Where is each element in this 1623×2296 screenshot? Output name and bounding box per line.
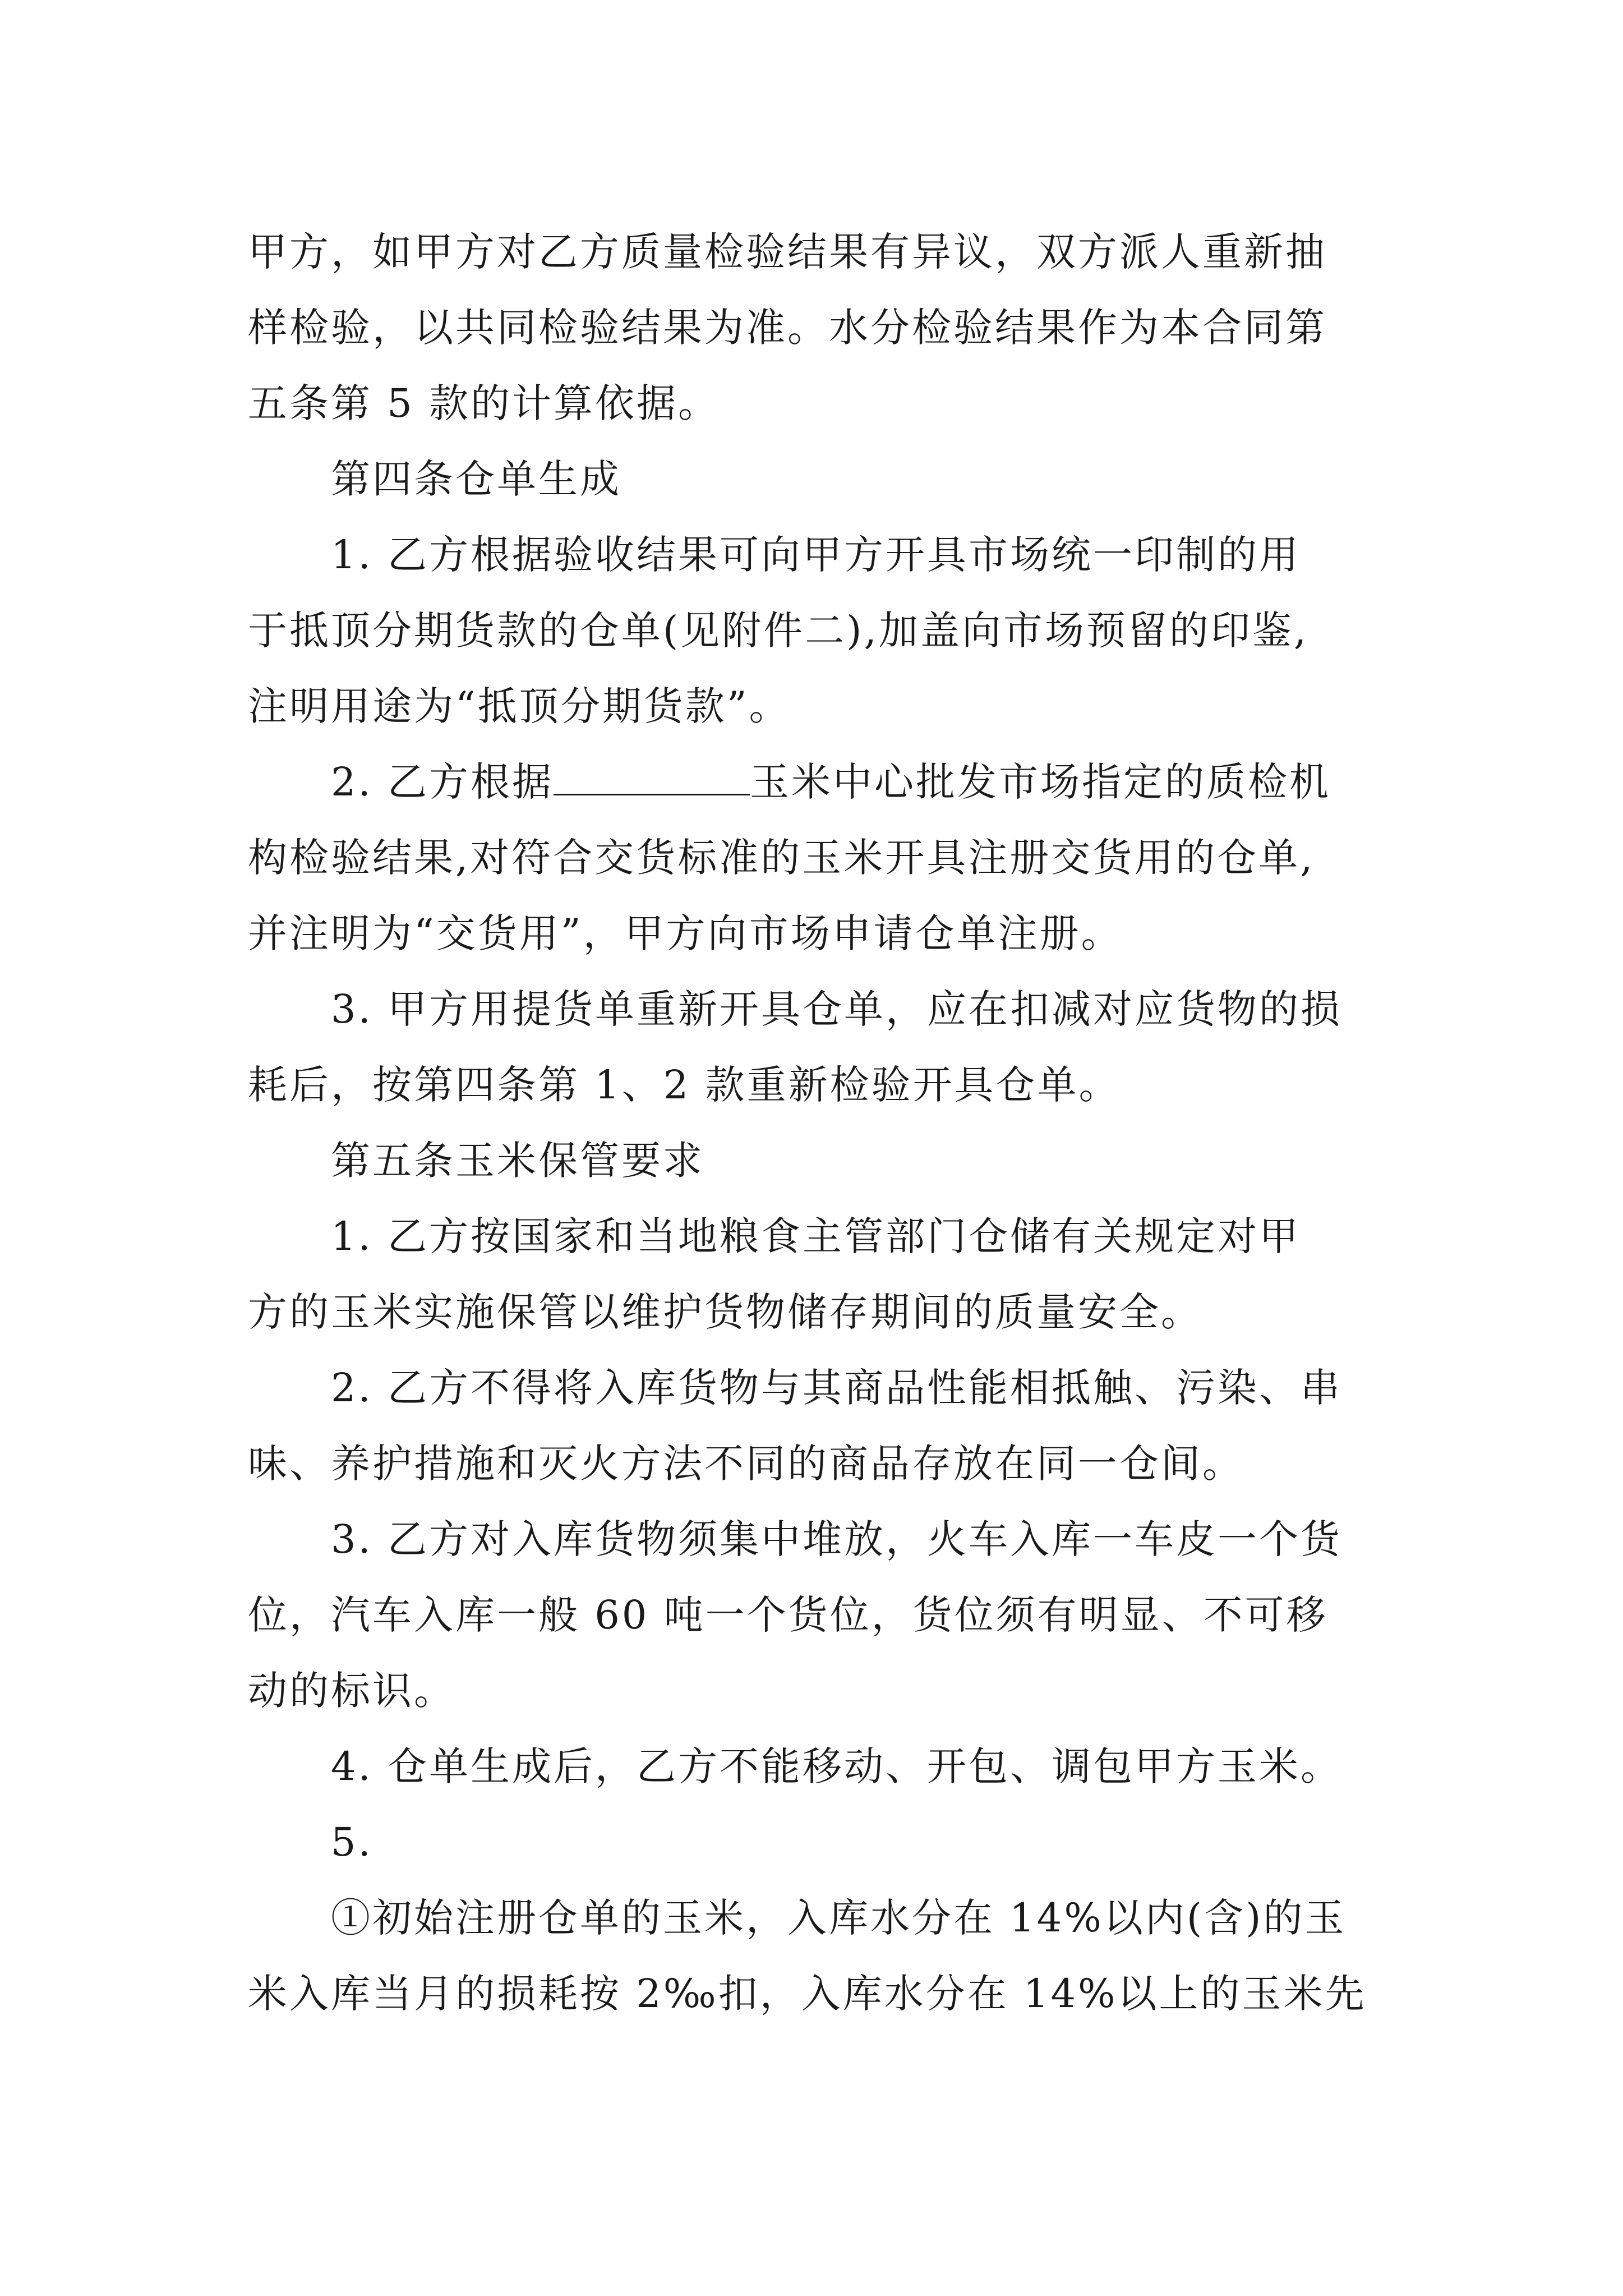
text-line: 耗后，按第四条第 1、2 款重新检验开具仓单。 — [248, 1062, 1121, 1108]
document-body — [248, 214, 1383, 2032]
text-line: 5. — [331, 1819, 373, 1865]
text-line: 五条第 5 款的计算依据。 — [248, 380, 720, 426]
text-line: 2. 乙方不得将入库货物与其商品性能相抵触、污染、串 — [331, 1365, 1343, 1411]
text-line — [248, 744, 1383, 820]
text-line: ①初始注册仓单的玉米，入库水分在 14%以内(含)的玉 — [331, 1895, 1347, 1941]
text-line: 注明用途为“抵顶分期货款”。 — [248, 683, 791, 729]
text-line: 于抵顶分期货款的仓单(见附件二),加盖向市场预留的印鉴, — [248, 608, 1309, 654]
text-line: 3. 乙方对入库货物须集中堆放，火车入库一车皮一个货 — [331, 1516, 1343, 1562]
text-line: 1. 乙方根据验收结果可向甲方开具市场统一印制的用 — [331, 532, 1301, 578]
text-fragment: 玉米中心批发市场指定的质检机 — [750, 759, 1331, 805]
text-line: 动的标识。 — [248, 1668, 455, 1714]
text-line: 味、养护措施和灭火方法不同的商品存放在同一仓间。 — [248, 1441, 1244, 1487]
text-line: 位，汽车入库一般 60 吨一个货位，货位须有明显、不可移 — [248, 1592, 1328, 1638]
fill-in-blank — [554, 760, 750, 795]
text-fragment: 2. 乙方根据 — [331, 759, 554, 805]
text-line: 米入库当月的损耗按 2‰扣，入库水分在 14%以上的玉米先 — [248, 1971, 1367, 2017]
section-heading-article-4: 第四条仓单生成 — [331, 456, 621, 502]
text-line: 4. 仓单生成后，乙方不能移动、开包、调包甲方玉米。 — [331, 1743, 1343, 1789]
section-heading-article-5: 第五条玉米保管要求 — [331, 1138, 704, 1184]
text-line: 构检验结果,对符合交货标准的玉米开具注册交货用的仓单, — [248, 835, 1315, 881]
text-line: 1. 乙方按国家和当地粮食主管部门仓储有关规定对甲 — [331, 1213, 1301, 1259]
text-line: 并注明为“交货用”，甲方向市场申请仓单注册。 — [248, 910, 1123, 956]
text-line: 方的玉米实施保管以维护货物储存期间的质量安全。 — [248, 1289, 1202, 1335]
text-line: 样检验，以共同检验结果为准。水分检验结果作为本合同第 — [248, 305, 1327, 351]
text-line: 甲方，如甲方对乙方质量检验结果有异议，双方派人重新抽 — [248, 229, 1327, 275]
text-line: 3. 甲方用提货单重新开具仓单，应在扣减对应货物的损 — [331, 986, 1343, 1032]
